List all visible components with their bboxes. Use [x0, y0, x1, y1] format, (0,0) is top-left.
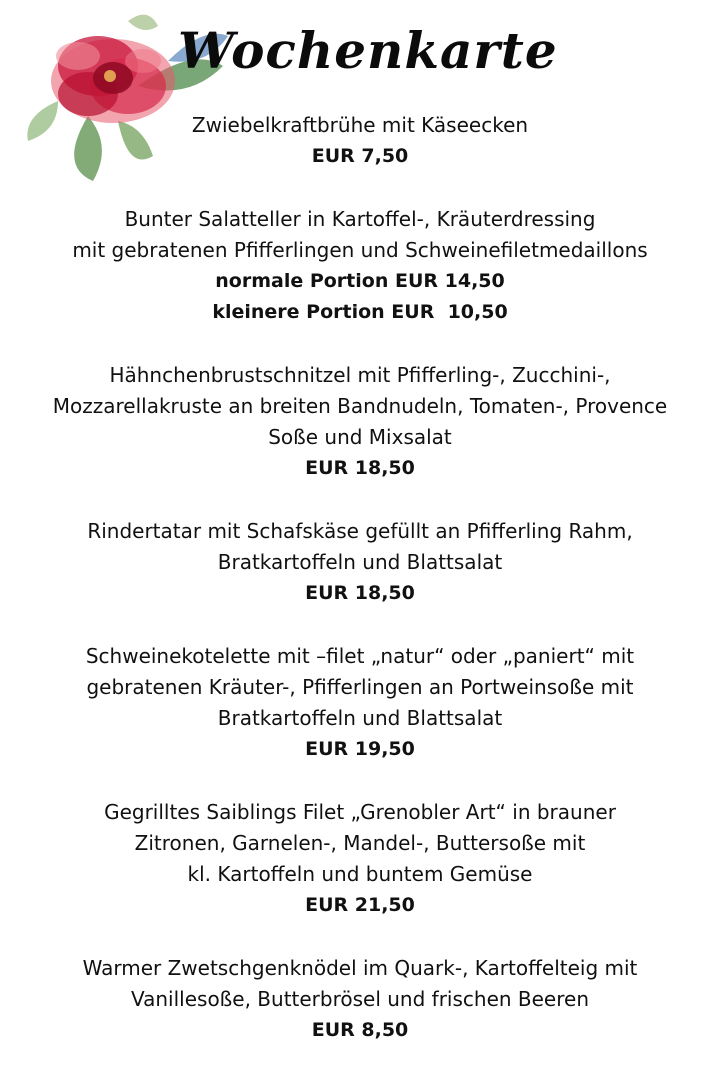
menu-item-description: Bunter Salatteller in Kartoffel-, Kräuterdressing	[124, 207, 596, 231]
menu-item-description: mit gebratenen Pfifferlingen und Schweinefiletmedaillons	[72, 238, 648, 262]
menu-item-price: EUR 18,50	[305, 457, 415, 479]
menu-item	[0, 953, 720, 1046]
menu-list	[0, 110, 720, 1078]
menu-item-price: kleinere Portion EUR 10,50	[212, 301, 508, 323]
menu-item-description: kl. Kartoffeln und buntem Gemüse	[187, 862, 533, 886]
menu-item-description: Soße und Mixsalat	[268, 425, 452, 449]
menu-item-price: EUR 19,50	[305, 738, 415, 760]
menu-item-description: Mozzarellakruste an breiten Bandnudeln, Tomaten-, Provence	[52, 394, 668, 418]
menu-item-description: Warmer Zwetschgenknödel im Quark-, Kartoffelteig mit	[82, 956, 638, 980]
menu-item-description: Bratkartoffeln und Blattsalat	[217, 706, 503, 730]
menu-item-price: normale Portion EUR 14,50	[215, 270, 505, 292]
menu-item-price: EUR 8,50	[311, 1019, 409, 1041]
menu-item-price: EUR 18,50	[305, 582, 415, 604]
menu-item-description: Vanillesoße, Butterbrösel und frischen Beeren	[130, 987, 590, 1011]
menu-item	[0, 204, 720, 328]
menu-item	[0, 641, 720, 765]
menu-item	[0, 797, 720, 921]
menu-title: Wochenkarte	[178, 21, 558, 80]
menu-item-description: gebratenen Kräuter-, Pfifferlingen an Portweinsoße mit	[86, 675, 634, 699]
menu-item-description: Zitronen, Garnelen-, Mandel-, Buttersoße mit	[134, 831, 586, 855]
menu-item-price: EUR 21,50	[305, 894, 415, 916]
menu-item	[0, 516, 720, 609]
menu-item-price: EUR 7,50	[311, 145, 409, 167]
menu-item-description: Rindertatar mit Schafskäse gefüllt an Pfifferling Rahm,	[87, 519, 633, 543]
menu-item-description: Gegrilltes Saiblings Filet „Grenobler Art“ in brauner	[104, 800, 616, 824]
menu-item	[0, 110, 720, 172]
menu-item	[0, 360, 720, 484]
menu-item-description: Zwiebelkraftbrühe mit Käseecken	[191, 113, 529, 137]
menu-item-description: Hähnchenbrustschnitzel mit Pfifferling-, Zucchini-,	[109, 363, 611, 387]
menu-item-description: Bratkartoffeln und Blattsalat	[217, 550, 503, 574]
menu-item-description: Schweinekotelette mit –filet „natur“ oder „paniert“ mit	[85, 644, 635, 668]
